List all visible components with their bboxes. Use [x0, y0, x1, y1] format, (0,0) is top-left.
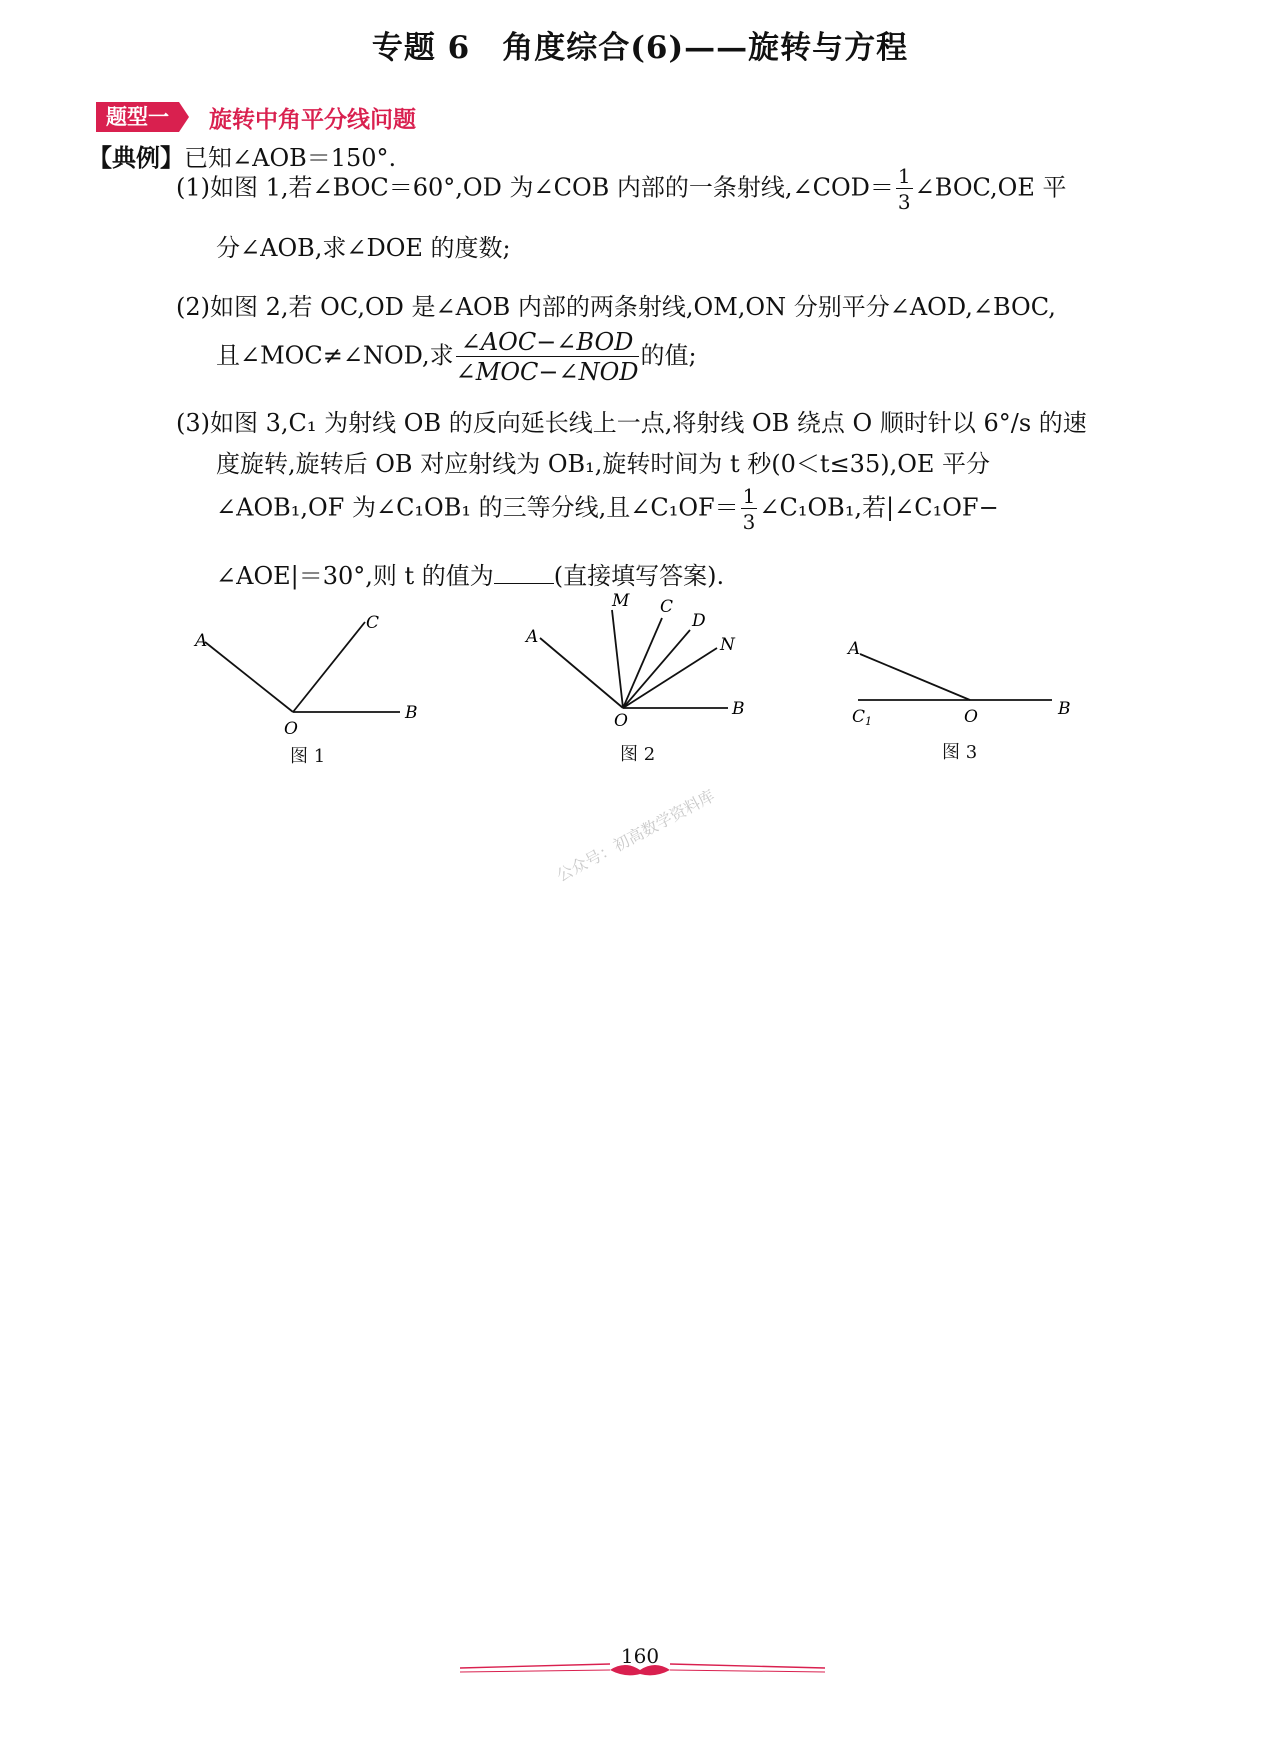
fig3-caption: 图 3: [942, 742, 978, 763]
q3-frac-den: 3: [742, 510, 756, 534]
watermark: 公众号：初高数学资料库: [553, 786, 718, 886]
q3-fraction: [741, 486, 758, 532]
fig2-label-d: D: [692, 611, 706, 631]
fig2-ray-on: [623, 648, 717, 708]
q1-fraction: [896, 166, 913, 212]
fig2-label-m: M: [612, 591, 630, 611]
fig3-label-a: A: [848, 639, 861, 659]
q2-line1: (2)如图 2,若 OC,OD 是∠AOB 内部的两条射线,OM,ON 分别平分∠AOD,∠BOC,: [176, 293, 1056, 321]
section-header: [96, 100, 416, 134]
q2-frac-num: ∠AOC−∠BOD: [456, 330, 639, 357]
figure-2: [520, 590, 770, 730]
section-title: 旋转中角平分线问题: [209, 106, 416, 133]
fig2-caption: 图 2: [620, 744, 656, 765]
page-title: 专题 6 角度综合(6)——旋转与方程: [371, 30, 909, 66]
fig1-label-c: C: [366, 613, 380, 633]
q3-line4: [216, 556, 724, 591]
page-number: 160: [620, 1644, 660, 1668]
example-tag: 【典例】: [88, 144, 184, 172]
fig1-caption: 图 1: [290, 746, 326, 767]
q2-text-b: 的值;: [640, 341, 697, 370]
q1-line2: 分∠AOB,求∠DOE 的度数;: [216, 234, 511, 262]
q3-text-c: ∠AOE|＝30°,则 t 的值为: [216, 562, 494, 590]
q1-frac-num: 1: [897, 164, 911, 188]
q3-text-b: ∠C₁OB₁,若|∠C₁OF−: [759, 493, 999, 522]
fig3-label-b: B: [1058, 699, 1071, 719]
intro-text: 已知∠AOB＝150°.: [184, 144, 397, 172]
q3-line2: 度旋转,旋转后 OB 对应射线为 OB₁,旋转时间为 t 秒(0＜t≤35),OE 平分: [216, 450, 991, 478]
q3-text-a: ∠AOB₁,OF 为∠C₁OB₁ 的三等分线,且∠C₁OF＝: [216, 493, 739, 522]
q1-text-a: (1)如图 1,若∠BOC＝60°,OD 为∠COB 内部的一条射线,∠COD＝: [176, 173, 894, 202]
fig2-ray-od: [623, 630, 690, 708]
q1-frac-den: 3: [897, 190, 911, 214]
q2-fraction: [456, 330, 639, 384]
q1-line1: [176, 166, 1066, 212]
fig1-ray-oc: [293, 622, 365, 712]
fig2-ray-om: [612, 610, 623, 708]
figure-3: [840, 630, 1080, 728]
fig3-ray-oa: [860, 654, 970, 700]
q3-line1: (3)如图 3,C₁ 为射线 OB 的反向延长线上一点,将射线 OB 绕点 O 顺时针以 6°/s 的速: [176, 409, 1087, 437]
q2-frac-den: ∠MOC−∠NOD: [455, 358, 639, 386]
fig3-label-o: O: [964, 707, 978, 727]
q3-line3: [216, 486, 999, 532]
fig1-label-b: B: [405, 703, 418, 723]
fig2-label-o: O: [614, 711, 628, 731]
figure-1: [190, 610, 430, 740]
section-badge: 题型一: [96, 102, 179, 132]
q1-text-b: ∠BOC,OE 平: [914, 173, 1067, 202]
fig2-label-c: C: [660, 597, 674, 617]
fig1-label-o: O: [284, 719, 298, 739]
q3-frac-num: 1: [742, 484, 756, 508]
answer-blank: [494, 563, 554, 584]
q3-text-d: (直接填写答案).: [553, 562, 725, 590]
fig2-label-a: A: [526, 627, 539, 647]
fig1-label-a: A: [195, 631, 208, 651]
fig2-ray-oa: [540, 638, 623, 708]
fig3-label-c1: C1: [852, 707, 873, 728]
fig2-label-n: N: [720, 635, 735, 655]
q2-text-a: 且∠MOC≠∠NOD,求: [216, 341, 454, 370]
fig2-label-b: B: [732, 699, 745, 719]
q2-line2: [216, 330, 697, 384]
fig1-ray-oa: [205, 642, 293, 712]
